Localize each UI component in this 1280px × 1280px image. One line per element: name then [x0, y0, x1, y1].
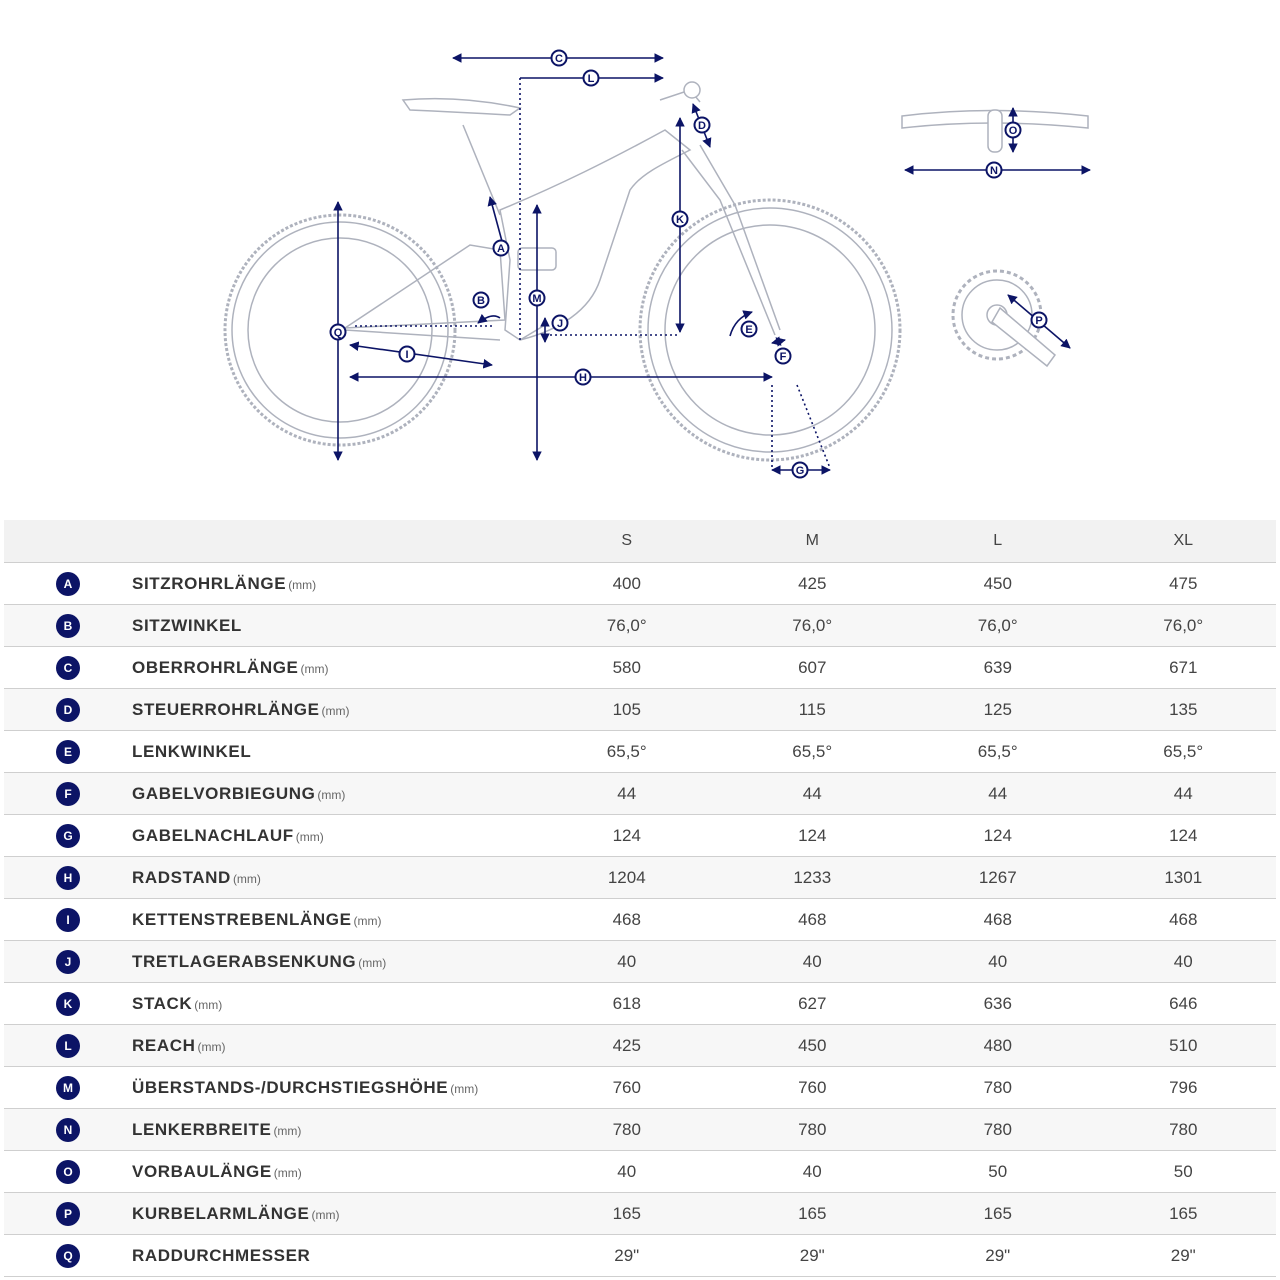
- svg-text:Q: Q: [333, 327, 343, 339]
- row-name-cell: [132, 1193, 534, 1235]
- parameter-unit: (mm): [194, 997, 223, 1012]
- parameter-name: SITZWINKEL: [132, 615, 242, 635]
- row-name-cell: [132, 899, 534, 941]
- parameter-name: STACK: [132, 993, 193, 1013]
- value-cell-m: 115: [720, 689, 906, 731]
- svg-text:E: E: [745, 324, 753, 336]
- parameter-unit: (mm): [321, 703, 350, 718]
- row-badge-cell: [4, 941, 132, 983]
- value-cell-xl: 796: [1091, 1067, 1277, 1109]
- handlebar-detail: [902, 110, 1088, 152]
- table-row: [4, 1067, 1276, 1109]
- value-cell-l: 124: [905, 815, 1091, 857]
- value-cell-xl: 510: [1091, 1025, 1277, 1067]
- size-header-l: L: [905, 520, 1091, 563]
- parameter-unit: (mm): [232, 871, 261, 886]
- value-cell-m: 65,5°: [720, 731, 906, 773]
- svg-text:I: I: [405, 349, 409, 361]
- row-badge: N: [56, 1118, 80, 1142]
- value-cell-xl: 29": [1091, 1235, 1277, 1277]
- value-cell-s: 400: [534, 563, 720, 605]
- row-badge: F: [56, 782, 80, 806]
- value-cell-xl: 671: [1091, 647, 1277, 689]
- row-badge-cell: [4, 731, 132, 773]
- svg-text:M: M: [532, 293, 542, 305]
- value-cell-xl: 646: [1091, 983, 1277, 1025]
- header-blank-badge: [4, 520, 132, 563]
- row-badge-cell: [4, 1109, 132, 1151]
- value-cell-s: 165: [534, 1193, 720, 1235]
- parameter-name: LENKERBREITE: [132, 1119, 272, 1139]
- parameter-unit: (mm): [317, 787, 346, 802]
- row-name-cell: [132, 647, 534, 689]
- parameter-name: GABELNACHLAUF: [132, 825, 294, 845]
- table-row: [4, 1235, 1276, 1277]
- parameter-name: KETTENSTREBENLÄNGE: [132, 909, 352, 929]
- row-badge-cell: [4, 1025, 132, 1067]
- value-cell-s: 29": [534, 1235, 720, 1277]
- table-row: [4, 815, 1276, 857]
- size-header-m: M: [720, 520, 906, 563]
- row-name-cell: [132, 773, 534, 815]
- parameter-unit: (mm): [197, 1039, 226, 1054]
- row-name-cell: [132, 1235, 534, 1277]
- parameter-name: TRETLAGERABSENKUNG: [132, 951, 357, 971]
- row-name-cell: [132, 563, 534, 605]
- row-name-cell: [132, 731, 534, 773]
- row-name-cell: [132, 1025, 534, 1067]
- parameter-unit: (mm): [300, 661, 329, 676]
- row-name-cell: [132, 1151, 534, 1193]
- header-blank-name: [132, 520, 534, 563]
- row-badge: H: [56, 866, 80, 890]
- row-badge-cell: [4, 647, 132, 689]
- parameter-name: STEUERROHRLÄNGE: [132, 699, 320, 719]
- row-badge: I: [56, 908, 80, 932]
- svg-text:P: P: [1035, 315, 1043, 327]
- table-row: [4, 605, 1276, 647]
- value-cell-l: 165: [905, 1193, 1091, 1235]
- label-L: [584, 71, 599, 86]
- table-row: [4, 689, 1276, 731]
- svg-text:A: A: [497, 243, 505, 255]
- value-cell-xl: 40: [1091, 941, 1277, 983]
- value-cell-xl: 1301: [1091, 857, 1277, 899]
- value-cell-s: 76,0°: [534, 605, 720, 647]
- value-cell-m: 124: [720, 815, 906, 857]
- parameter-name: OBERROHRLÄNGE: [132, 657, 299, 677]
- front-wheel: [640, 200, 900, 460]
- label-I: [400, 347, 415, 362]
- parameter-name: REACH: [132, 1035, 196, 1055]
- value-cell-l: 1267: [905, 857, 1091, 899]
- value-cell-l: 76,0°: [905, 605, 1091, 647]
- value-cell-s: 425: [534, 1025, 720, 1067]
- table-row: [4, 899, 1276, 941]
- parameter-unit: (mm): [288, 577, 317, 592]
- value-cell-s: 105: [534, 689, 720, 731]
- label-Q: [331, 325, 346, 340]
- label-D: [695, 118, 710, 133]
- parameter-name: LENKWINKEL: [132, 741, 252, 761]
- row-name-cell: [132, 1109, 534, 1151]
- table-row: [4, 857, 1276, 899]
- svg-text:H: H: [579, 372, 587, 384]
- parameter-unit: (mm): [353, 913, 382, 928]
- parameter-name: RADSTAND: [132, 867, 231, 887]
- table-row: [4, 1025, 1276, 1067]
- value-cell-l: 639: [905, 647, 1091, 689]
- label-K: [673, 212, 688, 227]
- value-cell-s: 44: [534, 773, 720, 815]
- size-header-xl: XL: [1091, 520, 1277, 563]
- value-cell-l: 125: [905, 689, 1091, 731]
- bike-geometry-diagram: [0, 0, 1280, 515]
- value-cell-s: 40: [534, 941, 720, 983]
- row-badge: A: [56, 572, 80, 596]
- value-cell-m: 44: [720, 773, 906, 815]
- row-badge-cell: [4, 857, 132, 899]
- value-cell-xl: 44: [1091, 773, 1277, 815]
- value-cell-l: 780: [905, 1109, 1091, 1151]
- row-name-cell: [132, 983, 534, 1025]
- value-cell-xl: 76,0°: [1091, 605, 1277, 647]
- value-cell-s: 760: [534, 1067, 720, 1109]
- value-cell-l: 65,5°: [905, 731, 1091, 773]
- value-cell-xl: 135: [1091, 689, 1277, 731]
- geometry-table: [4, 520, 1276, 1277]
- row-badge: C: [56, 656, 80, 680]
- value-cell-m: 40: [720, 1151, 906, 1193]
- row-badge: G: [56, 824, 80, 848]
- parameter-name: GABELVORBIEGUNG: [132, 783, 316, 803]
- value-cell-l: 480: [905, 1025, 1091, 1067]
- row-badge-cell: [4, 899, 132, 941]
- label-O: [1006, 123, 1021, 138]
- row-badge-cell: [4, 983, 132, 1025]
- svg-text:O: O: [1008, 125, 1018, 137]
- geometry-table-body: [4, 563, 1276, 1277]
- value-cell-xl: 780: [1091, 1109, 1277, 1151]
- label-G: [793, 463, 808, 478]
- svg-text:L: L: [587, 73, 595, 85]
- label-A: [494, 241, 509, 256]
- row-badge: D: [56, 698, 80, 722]
- svg-text:C: C: [555, 53, 563, 65]
- value-cell-m: 760: [720, 1067, 906, 1109]
- row-name-cell: [132, 689, 534, 731]
- row-badge-cell: [4, 1067, 132, 1109]
- table-row: [4, 1109, 1276, 1151]
- value-cell-xl: 65,5°: [1091, 731, 1277, 773]
- label-J: [553, 316, 568, 331]
- value-cell-l: 450: [905, 563, 1091, 605]
- value-cell-m: 1233: [720, 857, 906, 899]
- parameter-unit: (mm): [295, 829, 324, 844]
- value-cell-m: 425: [720, 563, 906, 605]
- value-cell-m: 780: [720, 1109, 906, 1151]
- value-cell-m: 607: [720, 647, 906, 689]
- table-row: [4, 1193, 1276, 1235]
- row-name-cell: [132, 815, 534, 857]
- table-row: [4, 647, 1276, 689]
- value-cell-s: 124: [534, 815, 720, 857]
- parameter-name: SITZROHRLÄNGE: [132, 573, 287, 593]
- row-name-cell: [132, 605, 534, 647]
- svg-text:K: K: [676, 214, 684, 226]
- svg-text:N: N: [990, 165, 998, 177]
- value-cell-l: 44: [905, 773, 1091, 815]
- row-name-cell: [132, 1067, 534, 1109]
- value-cell-s: 468: [534, 899, 720, 941]
- value-cell-xl: 165: [1091, 1193, 1277, 1235]
- value-cell-l: 29": [905, 1235, 1091, 1277]
- value-cell-s: 1204: [534, 857, 720, 899]
- row-badge-cell: [4, 773, 132, 815]
- parameter-unit: (mm): [273, 1123, 302, 1138]
- parameter-name: KURBELARMLÄNGE: [132, 1203, 310, 1223]
- parameter-name: ÜBERSTANDS-/DURCHSTIEGSHÖHE: [132, 1077, 449, 1097]
- label-E: [742, 322, 757, 337]
- label-H: [576, 370, 591, 385]
- table-row: [4, 563, 1276, 605]
- row-badge: P: [56, 1202, 80, 1226]
- row-badge: E: [56, 740, 80, 764]
- value-cell-l: 468: [905, 899, 1091, 941]
- row-name-cell: [132, 857, 534, 899]
- parameter-name: RADDURCHMESSER: [132, 1245, 311, 1265]
- svg-text:D: D: [698, 120, 706, 132]
- value-cell-s: 618: [534, 983, 720, 1025]
- table-row: [4, 731, 1276, 773]
- value-cell-m: 29": [720, 1235, 906, 1277]
- row-badge-cell: [4, 1235, 132, 1277]
- row-badge: K: [56, 992, 80, 1016]
- svg-text:G: G: [795, 465, 805, 477]
- row-badge: J: [56, 950, 80, 974]
- value-cell-m: 627: [720, 983, 906, 1025]
- value-cell-l: 636: [905, 983, 1091, 1025]
- size-header-s: S: [534, 520, 720, 563]
- row-badge-cell: [4, 563, 132, 605]
- value-cell-xl: 468: [1091, 899, 1277, 941]
- label-P: [1032, 313, 1047, 328]
- row-name-cell: [132, 941, 534, 983]
- parameter-unit: (mm): [358, 955, 387, 970]
- label-C: [552, 51, 567, 66]
- row-badge-cell: [4, 1151, 132, 1193]
- value-cell-l: 40: [905, 941, 1091, 983]
- value-cell-s: 40: [534, 1151, 720, 1193]
- row-badge-cell: [4, 1193, 132, 1235]
- row-badge: Q: [56, 1244, 80, 1268]
- table-row: [4, 983, 1276, 1025]
- value-cell-l: 50: [905, 1151, 1091, 1193]
- svg-text:F: F: [779, 351, 787, 363]
- svg-text:B: B: [477, 295, 485, 307]
- value-cell-m: 450: [720, 1025, 906, 1067]
- row-badge-cell: [4, 605, 132, 647]
- table-row: [4, 1151, 1276, 1193]
- parameter-name: VORBAULÄNGE: [132, 1161, 272, 1181]
- value-cell-m: 468: [720, 899, 906, 941]
- value-cell-m: 76,0°: [720, 605, 906, 647]
- size-header-row: [4, 520, 1276, 563]
- value-cell-s: 780: [534, 1109, 720, 1151]
- label-M: [530, 291, 545, 306]
- value-cell-xl: 124: [1091, 815, 1277, 857]
- value-cell-s: 580: [534, 647, 720, 689]
- value-cell-s: 65,5°: [534, 731, 720, 773]
- label-F: [776, 349, 791, 364]
- row-badge: B: [56, 614, 80, 638]
- parameter-unit: (mm): [311, 1207, 340, 1222]
- value-cell-l: 780: [905, 1067, 1091, 1109]
- row-badge-cell: [4, 815, 132, 857]
- svg-text:J: J: [556, 318, 564, 330]
- parameter-unit: (mm): [273, 1165, 302, 1180]
- table-row: [4, 941, 1276, 983]
- row-badge: M: [56, 1076, 80, 1100]
- row-badge-cell: [4, 689, 132, 731]
- row-badge: L: [56, 1034, 80, 1058]
- label-N: [987, 163, 1002, 178]
- value-cell-xl: 50: [1091, 1151, 1277, 1193]
- value-cell-xl: 475: [1091, 563, 1277, 605]
- label-B: [474, 293, 489, 308]
- row-badge: O: [56, 1160, 80, 1184]
- parameter-unit: (mm): [450, 1081, 479, 1096]
- value-cell-m: 40: [720, 941, 906, 983]
- table-row: [4, 773, 1276, 815]
- value-cell-m: 165: [720, 1193, 906, 1235]
